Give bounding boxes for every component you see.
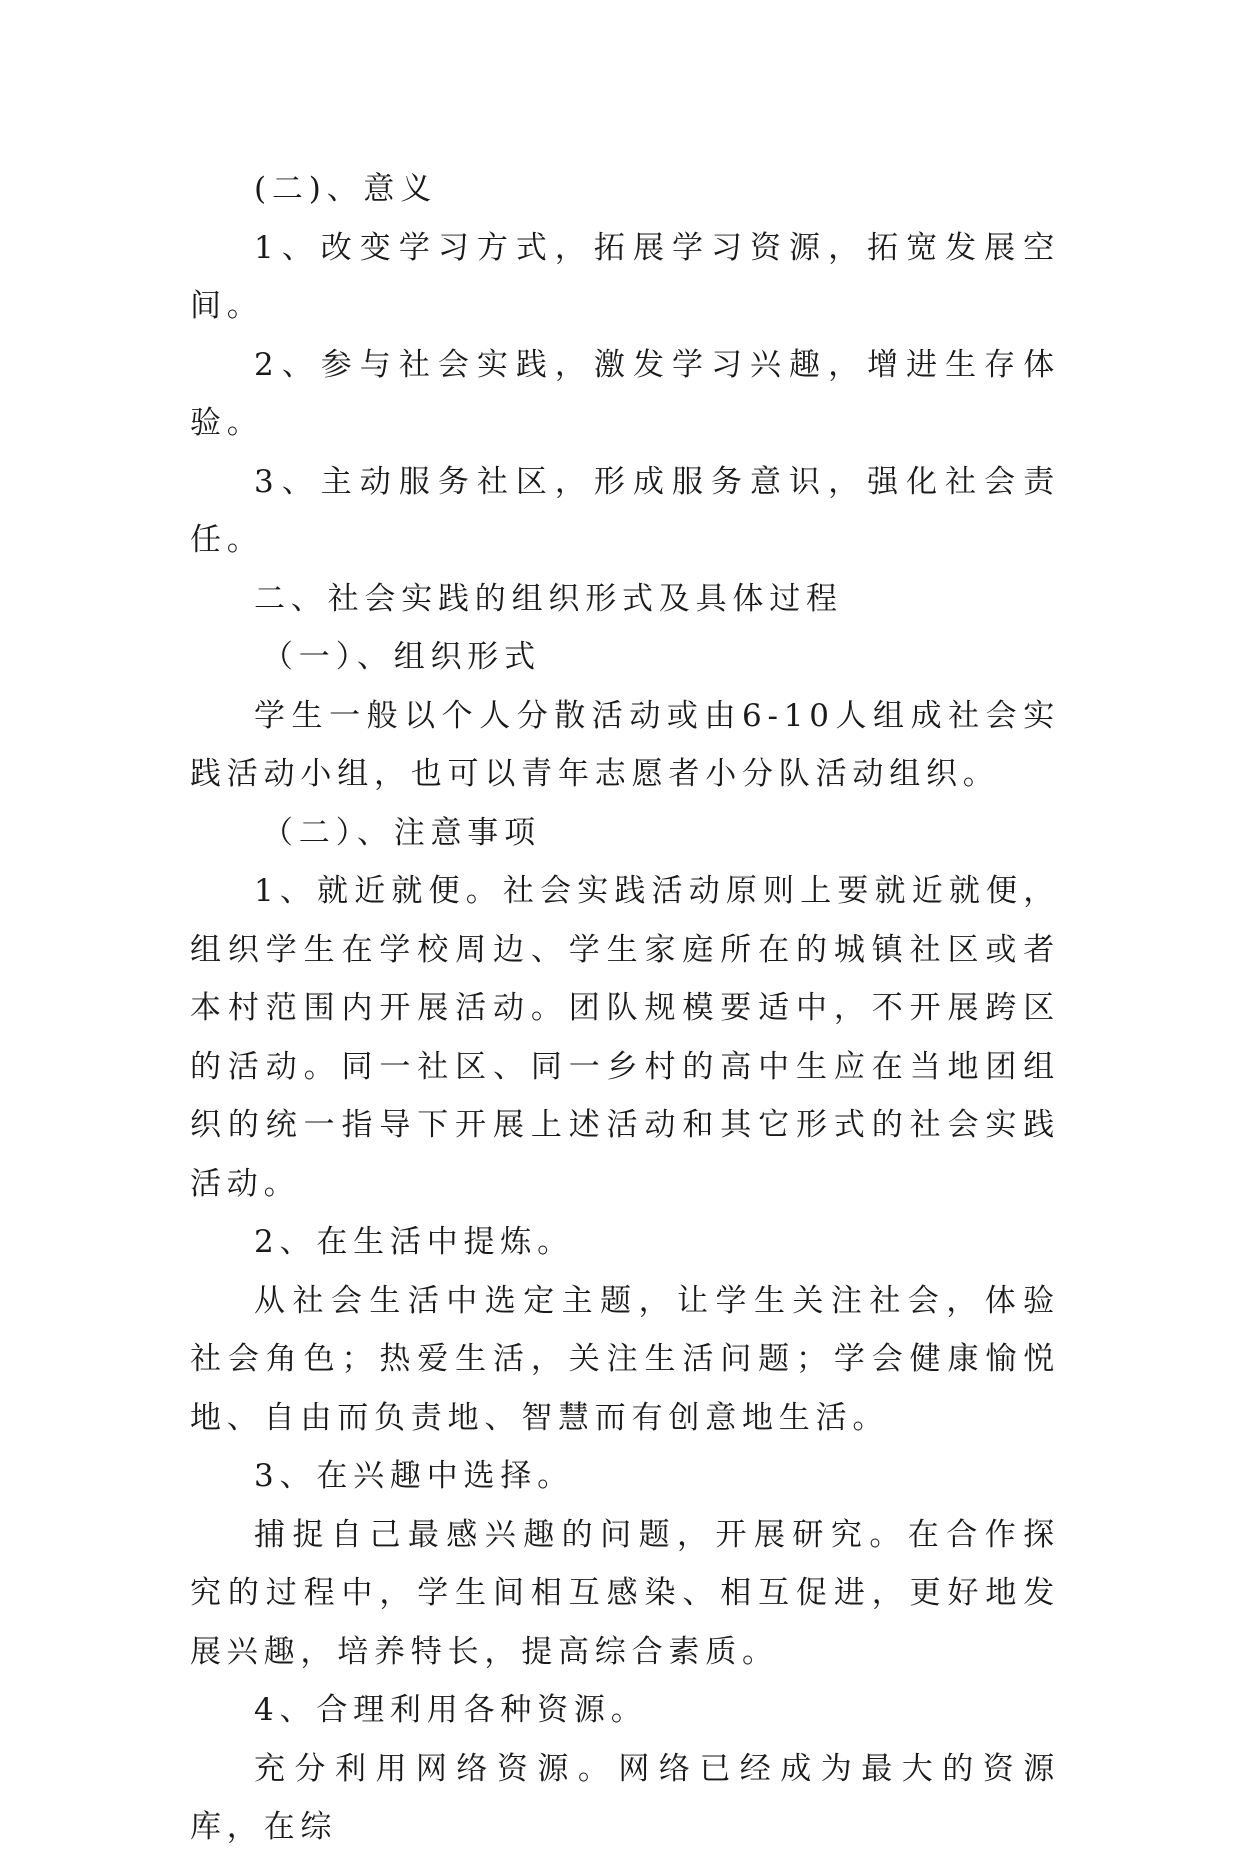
paragraph-note-3-title: 3、在兴趣中选择。 [254,1458,574,1494]
paragraph-note-4-title: 4、合理利用各种资源。 [254,1692,648,1728]
paragraph-note-3-body: 捕捉自己最感兴趣的问题，开展研究。在合作探究的过程中，学生间相互感染、相互促进，更好地发展兴趣，培养特长，提高综合素质。 [190,1516,1060,1670]
document-body [190,160,1060,1857]
paragraph-note-2-body: 从社会生活中选定主题，让学生关注社会，体验社会角色；热爱生活，关注生活问题；学会健康愉悦地、自由而负责地、智慧而有创意地生活。 [190,1282,1060,1436]
paragraph-form-description: 学生一般以个人分散活动或由6-10人组成社会实践活动小组，也可以青年志愿者小分队活动组织。 [190,697,1060,792]
paragraph-note-1: 1、就近就便。社会实践活动原则上要就近就便，组织学生在学校周边、学生家庭所在的城镇社区或者本村范围内开展活动。团队规模要适中，不开展跨区的活动。同一社区、同一乡村的高中生应在当地团组织的统一指导下开展上述活动和其它形式的社会实践活动。 [190,873,1060,1202]
list-item-1: 1、改变学习方式，拓展学习资源，拓宽发展空间。 [190,229,1060,324]
list-item-3: 3、主动服务社区，形成服务意识，强化社会责任。 [190,463,1060,558]
subsection-heading-notes: （二）、注意事项 [262,814,541,851]
paragraph-note-2-title: 2、在生活中提炼。 [254,1224,574,1260]
section-heading-organization: 二、社会实践的组织形式及具体过程 [254,580,843,617]
subsection-heading-form: （一）、组织形式 [262,639,541,675]
section-heading-significance: (二)、意义 [254,171,437,207]
paragraph-note-4-body: 充分利用网络资源。网络已经成为最大的资源库，在综 [190,1750,1060,1845]
list-item-2: 2、参与社会实践，激发学习兴趣，增进生存体验。 [190,346,1060,441]
